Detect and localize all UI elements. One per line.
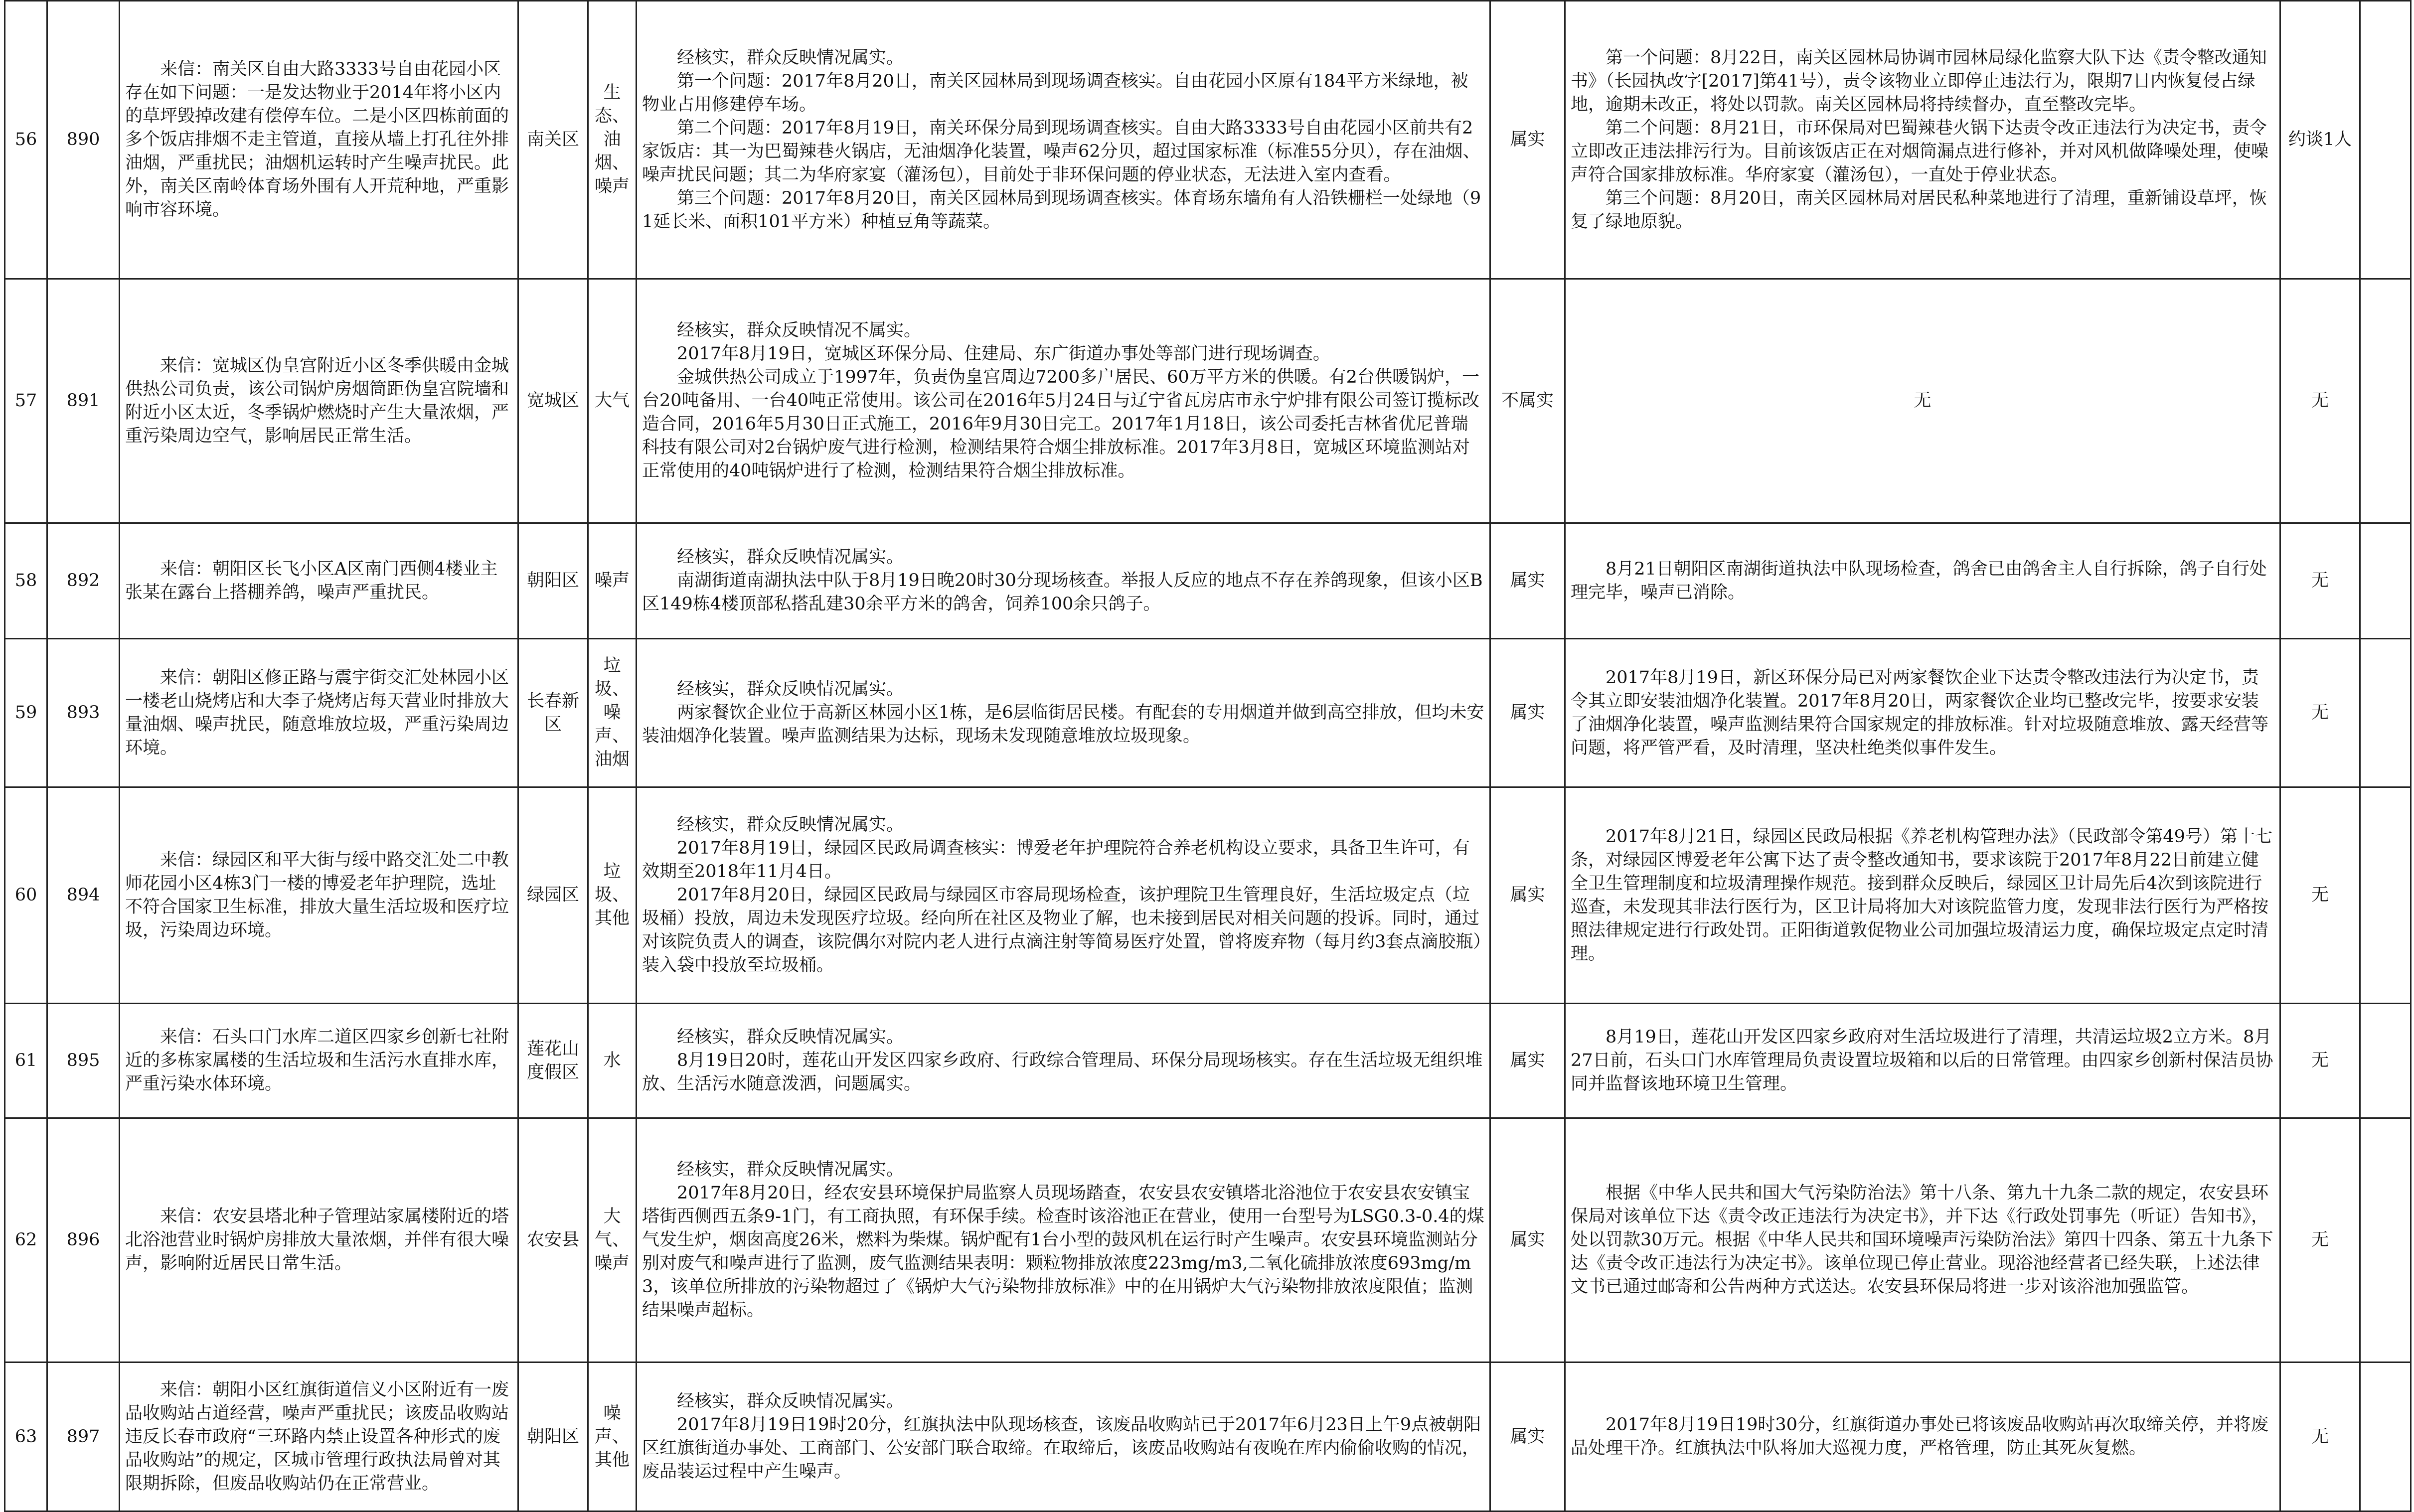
findings-cell bbox=[637, 639, 1490, 787]
complaint-paragraph: 来信：石头口门水库二道区四家乡创新七社附近的多栋家属楼的生活垃圾和生活污水直排水库，严重污染水体环境。 bbox=[125, 1027, 509, 1094]
actions-paragraph: 2017年8月19日，新区环保分局已对两家餐饮企业下达责令整改违法行为决定书，责令其立即安装油烟净化装置。2017年8月20日，两家餐饮企业均已整改完毕，按要求安装了油烟净化装置，噪声监测结果符合国家规定的排放标准。针对垃圾随意堆放、露天经营等问题，将严管严看，及时清理，坚决杜绝类似事件发生。 bbox=[1571, 667, 2269, 758]
complaint-paragraph: 来信：绿园区和平大街与绥中路交汇处二中教师花园小区4栋3门一楼的博爱老年护理院，选址不符合国家卫生标准，排放大量生活垃圾和医疗垃圾，污染周边环境。 bbox=[125, 850, 509, 940]
verdict-cell: 属实 bbox=[1490, 1, 1565, 279]
remark-cell bbox=[2360, 1362, 2411, 1512]
findings-cell bbox=[637, 1, 1490, 279]
actions-cell bbox=[1565, 1118, 2280, 1362]
actions-cell bbox=[1565, 639, 2280, 787]
type-cell: 噪声 bbox=[588, 523, 637, 639]
row-number: 892 bbox=[47, 523, 120, 639]
findings-paragraph: 2017年8月20日，绿园区民政局与绿园区市容局现场检查，该护理院卫生管理良好，生活垃圾定点（垃圾桶）投放，周边未发现医疗垃圾。经向所在社区及物业了解，也未接到居民对相关问题的投诉。同时，通过对该院负责人的调查，该院偶尔对院内老人进行点滴注射等简易医疗处置，曾将废弃物（每月约3套点滴胶瓶）装入袋中投放至垃圾桶。 bbox=[642, 885, 1482, 975]
row-seq: 62 bbox=[5, 1118, 47, 1362]
findings-paragraph: 两家餐饮企业位于高新区林园小区1栋，是6层临街居民楼。有配套的专用烟道并做到高空排放，但均未安装油烟净化装置。噪声监测结果为达标，现场未发现随意堆放垃圾现象。 bbox=[642, 703, 1484, 746]
row-seq: 56 bbox=[5, 1, 47, 279]
table-body bbox=[5, 1, 2411, 1512]
table-row bbox=[5, 787, 2411, 1004]
table-row bbox=[5, 1362, 2411, 1512]
accountability-cell: 无 bbox=[2280, 523, 2360, 639]
row-seq: 57 bbox=[5, 279, 47, 523]
actions-cell bbox=[1565, 1004, 2280, 1118]
table-row bbox=[5, 639, 2411, 787]
row-number: 891 bbox=[47, 279, 120, 523]
actions-cell bbox=[1565, 1362, 2280, 1512]
accountability-cell: 无 bbox=[2280, 639, 2360, 787]
type-cell: 垃圾、其他 bbox=[588, 787, 637, 1004]
complaint-paragraph: 来信：宽城区伪皇宫附近小区冬季供暖由金城供热公司负责，该公司锅炉房烟筒距伪皇宫院墙和附近小区太近，冬季锅炉燃烧时产生大量浓烟，严重污染周边空气，影响居民正常生活。 bbox=[125, 355, 509, 446]
findings-paragraph: 第一个问题：2017年8月20日，南关区园林局到现场调查核实。自由花园小区原有184平方米绿地，被物业占用修建停车场。 bbox=[642, 71, 1468, 115]
remark-cell bbox=[2360, 523, 2411, 639]
remark-cell bbox=[2360, 279, 2411, 523]
remark-cell bbox=[2360, 639, 2411, 787]
actions-cell bbox=[1565, 523, 2280, 639]
findings-paragraph: 2017年8月20日，经农安县环境保护局监察人员现场踏查，农安县农安镇塔北浴池位于农安县农安镇宝塔街西侧西五条9-1门，有工商执照，有环保手续。检查时该浴池正在营业，使用一台型号为LSG0.3-0.4的煤气发生炉，烟囱高度26米，燃料为柴煤。锅炉配有1台小型的鼓风机在运行时产生噪声。农安县环境监测站分别对废气和噪声进行了监测，废气监测结果表明：颗粒物排放浓度223mg/m3,二氧化硫排放浓度693mg/m3，该单位所排放的污染物超过了《锅炉大气污染物排放标准》中的在用锅炉大气污染物排放浓度限值；监测结果噪声超标。 bbox=[642, 1183, 1484, 1320]
actions-cell bbox=[1565, 1, 2280, 279]
district-cell: 农安县 bbox=[518, 1118, 588, 1362]
type-cell: 垃圾、噪声、油烟 bbox=[588, 639, 637, 787]
actions-paragraph: 2017年8月19日19时30分，红旗街道办事处已将该废品收购站再次取缔关停，并将废品处理干净。红旗执法中队将加大巡视力度，严格管理，防止其死灰复燃。 bbox=[1571, 1415, 2268, 1458]
verdict-cell: 属实 bbox=[1490, 1118, 1565, 1362]
actions-cell bbox=[1565, 787, 2280, 1004]
findings-cell bbox=[637, 523, 1490, 639]
findings-paragraph: 经核实，群众反映情况属实。 bbox=[677, 1027, 904, 1047]
row-number: 896 bbox=[47, 1118, 120, 1362]
district-cell: 朝阳区 bbox=[518, 523, 588, 639]
actions-paragraph: 根据《中华人民共和国大气污染防治法》第十八条、第九十九条二款的规定，农安县环保局对该单位下达《责令改正违法行为决定书》，并下达《行政处罚事先（听证）告知书》，处以罚款30万元。根据《中华人民共和国环境噪声污染防治法》第四十四条、第五十九条下达《责令改正违法行为决定书》。该单位现已停止营业。现浴池经营者已经失联，上述法律文书已通过邮寄和公告两种方式送达。农安县环保局将进一步对该浴池加强监管。 bbox=[1571, 1183, 2273, 1297]
complaints-table bbox=[4, 0, 2412, 1512]
actions-paragraph: 8月19日，莲花山开发区四家乡政府对生活垃圾进行了清理，共清运垃圾2立方米。8月27日前，石头口门水库管理局负责设置垃圾箱和以后的日常管理。由四家乡创新村保洁员协同并监督该地环境卫生管理。 bbox=[1571, 1027, 2273, 1094]
verdict-cell: 属实 bbox=[1490, 1004, 1565, 1118]
row-seq: 60 bbox=[5, 787, 47, 1004]
district-cell: 朝阳区 bbox=[518, 1362, 588, 1512]
verdict-cell: 属实 bbox=[1490, 787, 1565, 1004]
row-seq: 59 bbox=[5, 639, 47, 787]
row-seq: 58 bbox=[5, 523, 47, 639]
findings-paragraph: 2017年8月19日，宽城区环保分局、住建局、东广街道办事处等部门进行现场调查。 bbox=[677, 344, 1330, 364]
table-row bbox=[5, 279, 2411, 523]
row-number: 890 bbox=[47, 1, 120, 279]
verdict-cell: 属实 bbox=[1490, 1362, 1565, 1512]
type-cell: 大气 bbox=[588, 279, 637, 523]
verdict-cell: 不属实 bbox=[1490, 279, 1565, 523]
table-row bbox=[5, 1118, 2411, 1362]
findings-paragraph: 经核实，群众反映情况属实。 bbox=[677, 815, 904, 835]
table-row bbox=[5, 523, 2411, 639]
findings-paragraph: 8月19日20时，莲花山开发区四家乡政府、行政综合管理局、环保分局现场核实。存在生活垃圾无组织堆放、生活污水随意泼洒，问题属实。 bbox=[642, 1051, 1483, 1094]
complaint-text bbox=[120, 1004, 518, 1118]
findings-paragraph: 经核实，群众反映情况属实。 bbox=[677, 679, 904, 699]
remark-cell bbox=[2360, 1004, 2411, 1118]
complaint-text bbox=[120, 787, 518, 1004]
district-cell: 莲花山度假区 bbox=[518, 1004, 588, 1118]
complaint-text bbox=[120, 279, 518, 523]
type-cell: 生态、油烟、噪声 bbox=[588, 1, 637, 279]
row-seq: 61 bbox=[5, 1004, 47, 1118]
district-cell: 绿园区 bbox=[518, 787, 588, 1004]
accountability-cell: 无 bbox=[2280, 1118, 2360, 1362]
type-cell: 大气、噪声 bbox=[588, 1118, 637, 1362]
findings-paragraph: 第三个问题：2017年8月20日，南关区园林局到现场调查核实。体育场东墙角有人沿铁栅栏一处绿地（91延长米、面积101平方米）种植豆角等蔬菜。 bbox=[642, 188, 1481, 232]
row-number: 895 bbox=[47, 1004, 120, 1118]
complaint-paragraph: 来信：农安县塔北种子管理站家属楼附近的塔北浴池营业时锅炉房排放大量浓烟，并伴有很大噪声，影响附近居民日常生活。 bbox=[125, 1207, 509, 1273]
remark-cell bbox=[2360, 1, 2411, 279]
complaint-paragraph: 来信：朝阳区长飞小区A区南门西侧4楼业主张某在露台上搭棚养鸽，噪声严重扰民。 bbox=[125, 559, 498, 603]
findings-paragraph: 第二个问题：2017年8月19日，南关环保分局到现场调查核实。自由大路3333号自由花园小区前共有2家饭店：其一为巴蜀辣巷火锅店，无油烟净化装置，噪声62分贝，超过国家标准（标准55分贝），存在油烟、噪声扰民问题；其二为华府家宴（灌汤包），目前处于非环保问题的停业状态，无法进入室内查看。 bbox=[642, 118, 1480, 185]
findings-paragraph: 金城供热公司成立于1997年，负责伪皇宫周边7200多户居民、60万平方米的供暖。有2台供暖锅炉，一台20吨备用、一台40吨正常使用。该公司在2016年5月24日与辽宁省瓦房店市永宁炉排有限公司签订揽标改造合同，2016年5月30日正式施工，2016年9月30日完工。2017年1月18日，该公司委托吉林省优尼普瑞科技有限公司对2台锅炉废气进行检测，检测结果符合烟尘排放标准。2017年3月8日，宽城区环境监测站对正常使用的40吨锅炉进行了检测，检测结果符合烟尘排放标准。 bbox=[642, 367, 1479, 481]
findings-paragraph: 经核实，群众反映情况不属实。 bbox=[677, 320, 922, 340]
complaint-paragraph: 来信：朝阳区修正路与震宇街交汇处林园小区一楼老山烧烤店和大李子烧烤店每天营业时排放大量油烟、噪声扰民，随意堆放垃圾，严重污染周边环境。 bbox=[125, 667, 509, 758]
verdict-cell: 属实 bbox=[1490, 523, 1565, 639]
table-row bbox=[5, 1, 2411, 279]
district-cell: 南关区 bbox=[518, 1, 588, 279]
district-cell: 宽城区 bbox=[518, 279, 588, 523]
remark-cell bbox=[2360, 1118, 2411, 1362]
row-number: 894 bbox=[47, 787, 120, 1004]
actions-paragraph: 第一个问题：8月22日，南关区园林局协调市园林局绿化监察大队下达《责令整改通知书》（长园执改字[2017]第41号），责令该物业立即停止违法行为，限期7日内恢复侵占绿地，逾期未改正，将处以罚款。南关区园林局将持续督办，直至整改完毕。 bbox=[1571, 47, 2267, 115]
complaint-paragraph: 来信：朝阳小区红旗街道信义小区附近有一废品收购站占道经营，噪声严重扰民；该废品收购站违反长春市政府“三环路内禁止设置各种形式的废品收购站”的规定，区城市管理行政执法局曾对其限期拆除，但废品收购站仍在正常营业。 bbox=[125, 1379, 509, 1494]
remark-cell bbox=[2360, 787, 2411, 1004]
accountability-cell: 无 bbox=[2280, 787, 2360, 1004]
row-number: 897 bbox=[47, 1362, 120, 1512]
accountability-cell: 无 bbox=[2280, 279, 2360, 523]
findings-paragraph: 经核实，群众反映情况属实。 bbox=[677, 1391, 904, 1411]
complaint-text bbox=[120, 523, 518, 639]
accountability-cell: 约谈1人 bbox=[2280, 1, 2360, 279]
actions-paragraph: 第三个问题：8月20日，南关区园林局对居民私种菜地进行了清理，重新铺设草坪，恢复了绿地原貌。 bbox=[1571, 188, 2267, 232]
actions-paragraph: 第二个问题：8月21日，市环保局对巴蜀辣巷火锅下达责令改正违法行为决定书，责令立即改正违法排污行为。目前该饭店正在对烟筒漏点进行修补，并对风机做降噪处理，使噪声符合国家排放标准。华府家宴（灌汤包），一直处于停业状态。 bbox=[1571, 118, 2269, 185]
type-cell: 噪声、其他 bbox=[588, 1362, 637, 1512]
findings-paragraph: 2017年8月19日，绿园区民政局调查核实：博爱老年护理院符合养老机构设立要求，具备卫生许可，有效期至2018年11月4日。 bbox=[642, 838, 1470, 882]
findings-paragraph: 经核实，群众反映情况属实。 bbox=[677, 1160, 904, 1180]
findings-cell bbox=[637, 1362, 1490, 1512]
findings-cell bbox=[637, 787, 1490, 1004]
district-cell: 长春新区 bbox=[518, 639, 588, 787]
complaint-text bbox=[120, 639, 518, 787]
verdict-cell: 属实 bbox=[1490, 639, 1565, 787]
findings-paragraph: 经核实，群众反映情况属实。 bbox=[677, 47, 904, 68]
row-seq: 63 bbox=[5, 1362, 47, 1512]
findings-cell bbox=[637, 1004, 1490, 1118]
accountability-cell: 无 bbox=[2280, 1362, 2360, 1512]
actions-paragraph: 2017年8月21日，绿园区民政局根据《养老机构管理办法》（民政部令第49号）第十七条，对绿园区博爱老年公寓下达了责令整改通知书，要求该院于2017年8月22日前建立健全卫生管理制度和垃圾清理操作规范。接到群众反映后，绿园区卫计局先后4次到该院进行巡查，未发现其非法行医行为，区卫计局将加大对该院监管力度，发现非法行医行为严格按照法律规定进行行政处罚。正阳街道敦促物业公司加强垃圾清运力度，确保垃圾定点定时清理。 bbox=[1571, 826, 2272, 964]
findings-paragraph: 南湖街道南湖执法中队于8月19日晚20时30分现场核查。举报人反应的地点不存在养鸽现象，但该小区B区149栋4楼顶部私搭乱建30余平方米的鸽舍，饲养100余只鸽子。 bbox=[642, 571, 1483, 614]
findings-cell bbox=[637, 1118, 1490, 1362]
actions-paragraph: 无 bbox=[1914, 391, 1931, 411]
actions-cell bbox=[1565, 279, 2280, 523]
findings-paragraph: 2017年8月19日19时20分，红旗执法中队现场核查，该废品收购站已于2017年6月23日上午9点被朝阳区红旗街道办事处、工商部门、公安部门联合取缔。在取缔后，该废品收购站有夜晚在库内偷偷收购的情况，废品装运过程中产生噪声。 bbox=[642, 1415, 1481, 1482]
complaint-paragraph: 来信：南关区自由大路3333号自由花园小区存在如下问题：一是发达物业于2014年将小区内的草坪毁掉改建有偿停车位。二是小区四栋前面的多个饭店排烟不走主管道，直接从墙上打孔往外排油烟，严重扰民；油烟机运转时产生噪声扰民。此外，南关区南岭体育场外围有人开荒种地，严重影响市容环境。 bbox=[125, 59, 509, 220]
table-row bbox=[5, 1004, 2411, 1118]
row-number: 893 bbox=[47, 639, 120, 787]
accountability-cell: 无 bbox=[2280, 1004, 2360, 1118]
complaint-text bbox=[120, 1, 518, 279]
actions-paragraph: 8月21日朝阳区南湖街道执法中队现场检查，鸽舍已由鸽舍主人自行拆除，鸽子自行处理完毕，噪声已消除。 bbox=[1571, 559, 2267, 603]
complaint-text bbox=[120, 1118, 518, 1362]
complaint-text bbox=[120, 1362, 518, 1512]
type-cell: 水 bbox=[588, 1004, 637, 1118]
findings-paragraph: 经核实，群众反映情况属实。 bbox=[677, 547, 904, 567]
findings-cell bbox=[637, 279, 1490, 523]
